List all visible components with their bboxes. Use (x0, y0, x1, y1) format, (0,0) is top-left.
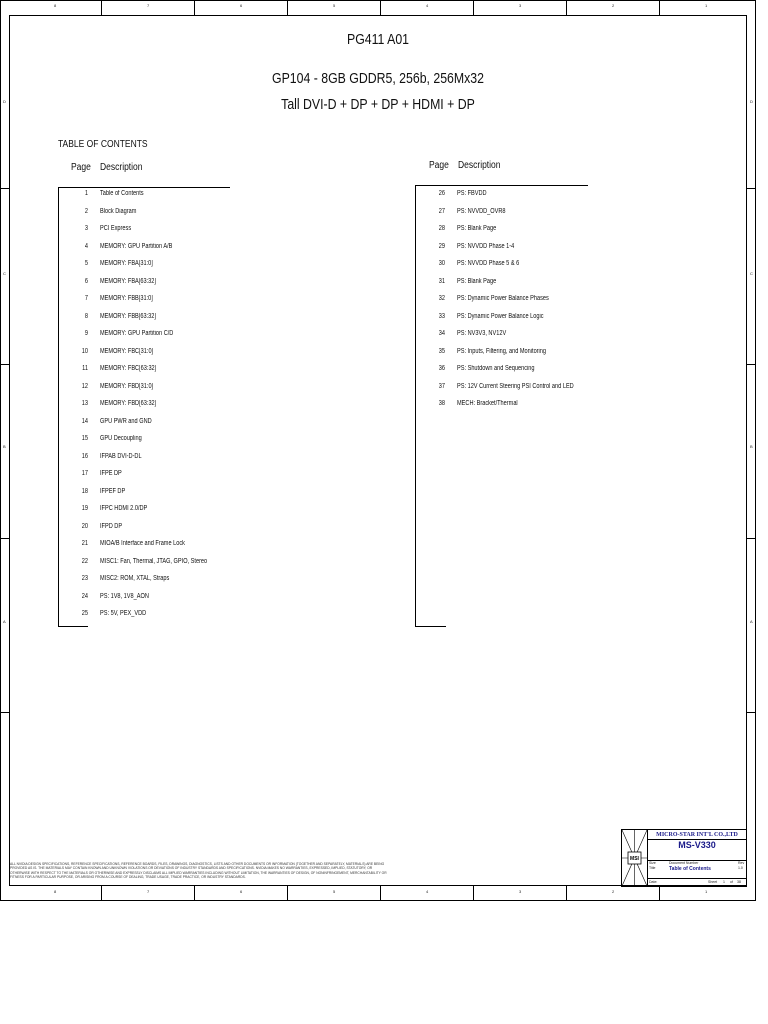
toc-entry (415, 311, 615, 323)
toc-page-number: 18 (81, 487, 88, 495)
toc-page-number: 14 (81, 417, 88, 425)
toc-entry (58, 416, 258, 428)
zone-column-label: 3 (519, 889, 522, 894)
date-label: Date: (649, 880, 658, 884)
toc-page-number: 7 (84, 295, 88, 302)
toc-page-number: 31 (438, 277, 445, 285)
toc-entry (58, 223, 258, 235)
toc-page-number: 10 (81, 347, 88, 355)
zone-tick (287, 0, 288, 15)
toc-entry (415, 293, 615, 305)
toc-page-number: 21 (81, 540, 88, 547)
toc-description: MEMORY: FBB[63:32] (100, 312, 156, 320)
toc-description: PS: NVVDD Phase 1-4 (457, 242, 515, 250)
toc-page-number: 29 (438, 242, 445, 250)
company-logo (622, 830, 648, 886)
outputs-title: Tall DVI-D + DP + DP + HDMI + DP (281, 96, 475, 113)
left-bottom-rule (58, 626, 88, 627)
toc-page-number: 11 (82, 365, 88, 372)
zone-tick (101, 886, 102, 901)
zone-row-label: D (750, 99, 753, 104)
toc-page-number: 33 (438, 312, 445, 320)
zone-column-label: 2 (612, 3, 615, 8)
zone-row-label: A (750, 619, 753, 624)
zone-tick (659, 0, 660, 15)
toc-page-number: 24 (81, 592, 88, 600)
toc-page-number: 38 (438, 400, 445, 407)
toc-description: MEMORY: GPU Partition A/B (100, 242, 173, 250)
toc-entry (58, 521, 258, 533)
document-title: Table of Contents (669, 866, 711, 872)
zone-row-label: D (3, 99, 6, 104)
toc-entry (415, 258, 615, 270)
toc-page-number: 9 (84, 330, 88, 337)
toc-page-number: 35 (438, 347, 445, 355)
toc-entry (415, 223, 615, 235)
zone-row-label: A (3, 619, 6, 624)
zone-tick (566, 0, 567, 15)
toc-page-number: 4 (84, 242, 88, 250)
toc-description: PCI Express (100, 225, 132, 232)
zone-column-label: 7 (147, 889, 150, 894)
toc-entry (58, 451, 258, 463)
toc-description: MEMORY: FBD[31:0] (100, 382, 154, 390)
zone-column-label: 8 (54, 3, 57, 8)
toc-page-number: 13 (81, 400, 88, 407)
toc-description: MEMORY: FBB[31:0] (100, 295, 153, 302)
toc-description: MEMORY: FBA[31:0] (100, 260, 153, 267)
zone-tick (473, 0, 474, 15)
zone-tick (747, 188, 756, 189)
toc-entry (415, 188, 615, 200)
sheet-number: 1 (723, 880, 725, 884)
toc-description: MEMORY: FBD[63:32] (100, 400, 157, 407)
toc-page-number: 1 (84, 190, 88, 197)
zone-tick (566, 886, 567, 901)
toc-description: PS: NV3V3, NV12V (457, 330, 507, 337)
toc-page-number: 2 (84, 207, 88, 215)
toc-page-number: 17 (81, 470, 88, 477)
toc-page-number: 3 (84, 225, 88, 232)
title-block (621, 829, 747, 887)
toc-description: PS: 12V Current Steering PSI Control and LED (457, 382, 574, 390)
toc-description: Block Diagram (100, 207, 137, 215)
zone-tick (380, 0, 381, 15)
msi-logo-icon (622, 830, 647, 886)
toc-entry (415, 398, 615, 410)
zone-column-label: 6 (240, 3, 243, 8)
toc-entry (58, 591, 258, 603)
toc-entry (58, 241, 258, 253)
toc-description: PS: NVVDD_OVR8 (457, 207, 506, 215)
toc-entry (58, 328, 258, 340)
zone-tick (0, 188, 9, 189)
toc-entry (58, 258, 258, 270)
toc-page-number: 34 (438, 330, 445, 337)
toc-page-number: 25 (81, 610, 88, 617)
toc-description: IFPD DP (100, 522, 123, 530)
right-description-header: Description (458, 160, 501, 171)
toc-entry (58, 468, 258, 480)
legal-disclaimer: ALL NVIDIA DESIGN SPECIFICATIONS, REFERENCE SPECIFICATIONS, REFERENCE BOARDS, FILES, DRAWINGS, DIAGNOSTICS, LISTS AND OTHER DOCUMENTS OR INFORMATION (TOGETHER AND SEPARATELY, MATERIALS) ARE BEING PROVIDED AS IS. THE MATERIALS MAY CONTAIN KNOWN AND UNKNOWN VIOLATIONS OR DEVIATIONS OF INDUSTRY STANDARDS AND SPECIFICATIONS. NVIDIA MAKES NO WARRANTIES, EXPRESSED, IMPLIED, STATUTORY, OR OTHERWISE WITH RESPECT TO THE MATERIALS OR OTHERWISE AND EXPRESSLY DISCLAIMS ALL IMPLIED WARRANTIES INCLUDING WITHOUT LIMITATION, THE WARRANTIES OF DESIGN, OF NONINFRINGEMENT, MERCHANTABILITY OR FITNESS FOR A PARTICULAR PURPOSE, OR ARISING FROM A COURSE OF DEALING, TRADE USAGE, TRADE PRACTICE, OR INDUSTRY STANDARDS. (10, 862, 387, 880)
toc-page-number: 6 (84, 277, 88, 285)
left-description-header: Description (100, 162, 143, 173)
zone-tick (747, 538, 756, 539)
toc-page-number: 20 (81, 522, 88, 530)
toc-entry (415, 346, 615, 358)
toc-entry (58, 433, 258, 445)
zone-tick (747, 364, 756, 365)
toc-description: MEMORY: GPU Partition C/D (100, 330, 174, 337)
tb-divider (647, 878, 747, 879)
toc-entry (58, 311, 258, 323)
toc-description: IFPAB DVI-D-DL (100, 452, 142, 460)
zone-column-label: 4 (426, 3, 429, 8)
zone-tick (473, 886, 474, 901)
toc-entry (415, 241, 615, 253)
toc-page-number: 28 (438, 225, 445, 232)
toc-description: MIOA/B Interface and Frame Lock (100, 540, 185, 547)
toc-description: PS: FBVDD (457, 190, 487, 197)
toc-description: IFPEF DP (100, 487, 126, 495)
toc-description: PS: 5V, PEX_VDD (100, 610, 147, 617)
gpu-config-title: GP104 - 8GB GDDR5, 256b, 256Mx32 (272, 70, 484, 87)
zone-tick (101, 0, 102, 15)
total-sheets: 38 (737, 880, 741, 884)
toc-description: PS: Inputs, Filtering, and Monitoring (457, 347, 547, 355)
toc-page-number: 22 (81, 557, 88, 565)
company-name: MICRO-STAR INT'L CO.,LTD (656, 832, 738, 838)
toc-heading: TABLE OF CONTENTS (58, 139, 148, 150)
toc-page-number: 19 (81, 505, 88, 512)
right-bottom-rule (415, 626, 446, 627)
zone-tick (747, 712, 756, 713)
toc-page-number: 37 (438, 382, 445, 390)
toc-entry (58, 398, 258, 410)
size-label: Size (649, 861, 656, 865)
toc-page-number: 5 (84, 260, 88, 267)
toc-description: MISC2: ROM, XTAL, Straps (100, 575, 170, 582)
toc-description: PS: 1V8, 1V8_AON (100, 592, 149, 600)
toc-description: PS: Shutdown and Sequencing (457, 365, 535, 372)
toc-entry (58, 346, 258, 358)
left-page-header: Page (71, 162, 91, 173)
toc-description: MEMORY: FBC[63:32] (100, 365, 157, 372)
right-page-header: Page (429, 160, 449, 171)
zone-column-label: 1 (705, 3, 708, 8)
toc-page-number: 12 (81, 382, 88, 390)
toc-description: IFPC HDMI 2.0/DP (100, 505, 148, 512)
toc-page-number: 16 (81, 452, 88, 460)
toc-description: GPU PWR and GND (100, 417, 152, 425)
toc-description: MISC1: Fan, Thermal, JTAG, GPIO, Stereo (100, 557, 208, 565)
toc-entry (58, 293, 258, 305)
toc-entry (58, 276, 258, 288)
toc-entry (415, 206, 615, 218)
zone-tick (659, 886, 660, 901)
zone-column-label: 8 (54, 889, 57, 894)
zone-tick (194, 0, 195, 15)
zone-tick (194, 886, 195, 901)
doc-number-label: Document Number (669, 861, 699, 865)
toc-entry (58, 206, 258, 218)
toc-page-number: 32 (438, 295, 445, 302)
toc-entry (58, 381, 258, 393)
toc-page-number: 36 (438, 365, 445, 372)
toc-entry (58, 538, 258, 550)
zone-column-label: 1 (705, 889, 708, 894)
toc-description: IFPE DP (100, 470, 122, 477)
sheet-label: Sheet (708, 880, 718, 884)
zone-tick (0, 538, 9, 539)
toc-page-number: 26 (438, 190, 445, 197)
zone-column-label: 5 (333, 3, 336, 8)
zone-tick (380, 886, 381, 901)
model-number: MS-V330 (678, 840, 716, 850)
toc-description: MECH: Bracket/Thermal (457, 400, 518, 407)
toc-entry (58, 573, 258, 585)
zone-tick (0, 712, 9, 713)
rev-label: Rev (738, 861, 745, 865)
toc-entry (58, 363, 258, 375)
toc-description: PS: NVVDD Phase 5 & 6 (457, 260, 520, 267)
toc-description: PS: Dynamic Power Balance Phases (457, 295, 549, 302)
toc-description: PS: Blank Page (457, 225, 497, 232)
board-title: PG411 A01 (346, 31, 410, 48)
toc-entry (58, 503, 258, 515)
toc-entry (415, 363, 615, 375)
logo-text: MSI (630, 856, 639, 862)
zone-row-label: C (750, 271, 753, 276)
toc-entry (415, 276, 615, 288)
revision: 1.0 (738, 866, 743, 870)
toc-page-number: 15 (81, 435, 88, 442)
toc-entry (58, 608, 258, 620)
title-label: Title (649, 866, 656, 870)
toc-description: MEMORY: FBC[31:0] (100, 347, 154, 355)
right-header-rule (415, 185, 588, 186)
toc-description: PS: Blank Page (457, 277, 497, 285)
zone-column-label: 3 (519, 3, 522, 8)
zone-row-label: B (3, 444, 6, 449)
zone-column-label: 6 (240, 889, 243, 894)
zone-row-label: C (3, 271, 6, 276)
toc-page-number: 23 (81, 575, 88, 582)
zone-column-label: 2 (612, 889, 615, 894)
toc-page-number: 8 (84, 312, 88, 320)
zone-column-label: 5 (333, 889, 336, 894)
toc-entry (415, 328, 615, 340)
toc-description: Table of Contents (100, 190, 144, 197)
zone-tick (0, 364, 9, 365)
of-label: of (730, 880, 733, 884)
toc-page-number: 27 (438, 207, 445, 215)
toc-entry (58, 556, 258, 568)
toc-entry (415, 381, 615, 393)
toc-page-number: 30 (438, 260, 445, 267)
zone-column-label: 7 (147, 3, 150, 8)
zone-row-label: B (750, 444, 753, 449)
toc-entry (58, 486, 258, 498)
toc-description: GPU Decoupling (100, 435, 142, 442)
toc-description: PS: Dynamic Power Balance Logic (457, 312, 544, 320)
zone-column-label: 4 (426, 889, 429, 894)
zone-tick (287, 886, 288, 901)
toc-description: MEMORY: FBA[63:32] (100, 277, 156, 285)
toc-entry (58, 188, 258, 200)
